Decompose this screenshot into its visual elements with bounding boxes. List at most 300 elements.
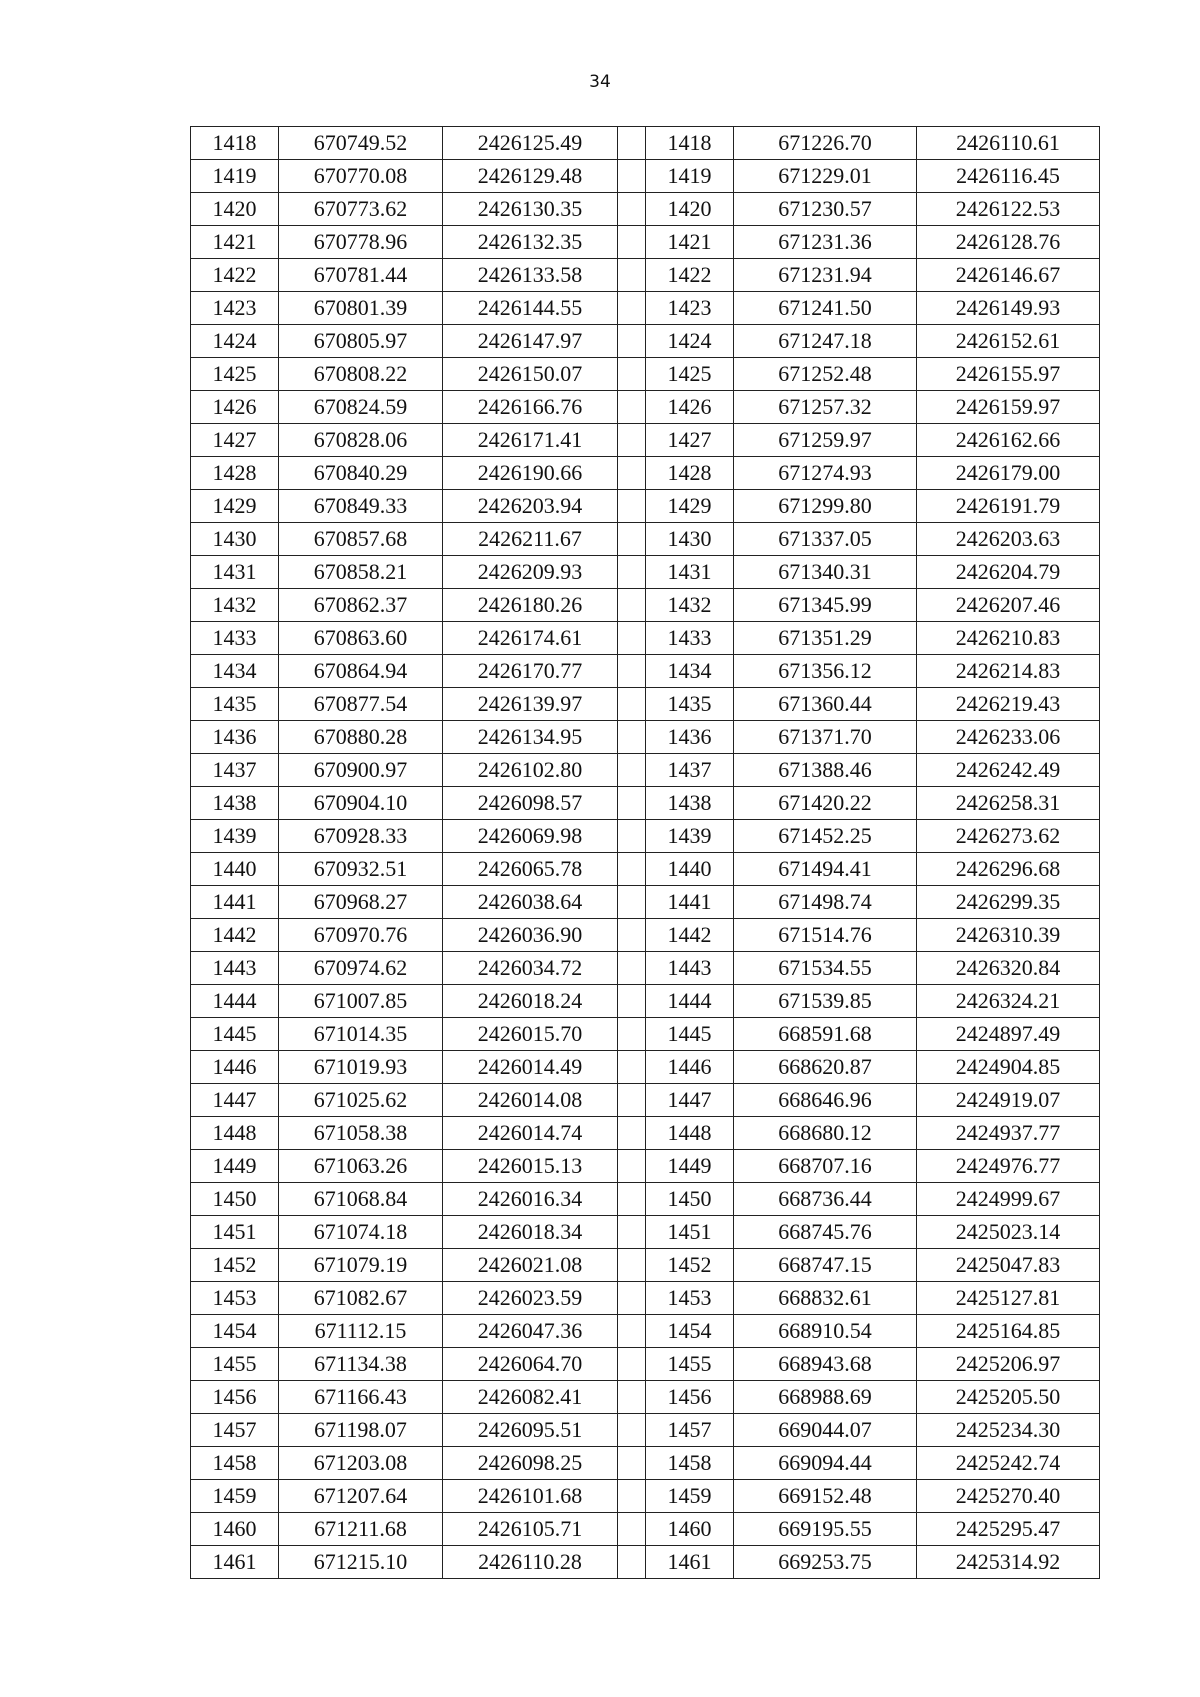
left-x-coordinate: 670770.08 <box>279 160 443 193</box>
right-point-number: 1434 <box>646 655 734 688</box>
table-row <box>191 1513 1100 1546</box>
table-row <box>191 1282 1100 1315</box>
page-number: 34 <box>589 72 611 92</box>
right-x-coordinate: 668832.61 <box>734 1282 917 1315</box>
table-row <box>191 1117 1100 1150</box>
right-x-coordinate: 668620.87 <box>734 1051 917 1084</box>
table-row <box>191 160 1100 193</box>
empty-separator-cell <box>618 358 646 391</box>
left-y-coordinate: 2426110.28 <box>443 1546 618 1579</box>
table-row <box>191 886 1100 919</box>
left-x-coordinate: 670862.37 <box>279 589 443 622</box>
left-y-coordinate: 2426139.97 <box>443 688 618 721</box>
right-y-coordinate: 2426296.68 <box>917 853 1100 886</box>
table-row <box>191 622 1100 655</box>
left-y-coordinate: 2426133.58 <box>443 259 618 292</box>
empty-separator-cell <box>618 523 646 556</box>
left-point-number: 1426 <box>191 391 279 424</box>
table-row <box>191 1084 1100 1117</box>
empty-separator-cell <box>618 1282 646 1315</box>
right-point-number: 1457 <box>646 1414 734 1447</box>
table-row <box>191 655 1100 688</box>
left-x-coordinate: 671079.19 <box>279 1249 443 1282</box>
left-point-number: 1457 <box>191 1414 279 1447</box>
left-x-coordinate: 671166.43 <box>279 1381 443 1414</box>
left-y-coordinate: 2426018.34 <box>443 1216 618 1249</box>
left-point-number: 1460 <box>191 1513 279 1546</box>
left-point-number: 1455 <box>191 1348 279 1381</box>
right-y-coordinate: 2425205.50 <box>917 1381 1100 1414</box>
right-y-coordinate: 2426116.45 <box>917 160 1100 193</box>
right-x-coordinate: 668707.16 <box>734 1150 917 1183</box>
right-y-coordinate: 2424904.85 <box>917 1051 1100 1084</box>
left-x-coordinate: 671074.18 <box>279 1216 443 1249</box>
empty-separator-cell <box>618 1414 646 1447</box>
right-x-coordinate: 668988.69 <box>734 1381 917 1414</box>
table-row <box>191 952 1100 985</box>
table-row <box>191 787 1100 820</box>
left-x-coordinate: 670880.28 <box>279 721 443 754</box>
table-row <box>191 1018 1100 1051</box>
left-x-coordinate: 670864.94 <box>279 655 443 688</box>
empty-separator-cell <box>618 1348 646 1381</box>
right-point-number: 1449 <box>646 1150 734 1183</box>
left-y-coordinate: 2426102.80 <box>443 754 618 787</box>
left-y-coordinate: 2426174.61 <box>443 622 618 655</box>
right-x-coordinate: 671534.55 <box>734 952 917 985</box>
left-point-number: 1424 <box>191 325 279 358</box>
right-point-number: 1448 <box>646 1117 734 1150</box>
right-y-coordinate: 2426258.31 <box>917 787 1100 820</box>
table-row <box>191 688 1100 721</box>
empty-separator-cell <box>618 1315 646 1348</box>
left-point-number: 1435 <box>191 688 279 721</box>
right-point-number: 1432 <box>646 589 734 622</box>
right-point-number: 1447 <box>646 1084 734 1117</box>
right-y-coordinate: 2426299.35 <box>917 886 1100 919</box>
empty-separator-cell <box>618 1480 646 1513</box>
right-point-number: 1456 <box>646 1381 734 1414</box>
left-y-coordinate: 2426047.36 <box>443 1315 618 1348</box>
table-row <box>191 1414 1100 1447</box>
left-x-coordinate: 670749.52 <box>279 127 443 160</box>
right-y-coordinate: 2426203.63 <box>917 523 1100 556</box>
table-row <box>191 457 1100 490</box>
empty-separator-cell <box>618 886 646 919</box>
table-row <box>191 1480 1100 1513</box>
left-x-coordinate: 670781.44 <box>279 259 443 292</box>
table-row <box>191 1150 1100 1183</box>
table-row <box>191 919 1100 952</box>
left-y-coordinate: 2426190.66 <box>443 457 618 490</box>
left-x-coordinate: 671207.64 <box>279 1480 443 1513</box>
right-x-coordinate: 671345.99 <box>734 589 917 622</box>
left-point-number: 1429 <box>191 490 279 523</box>
right-point-number: 1425 <box>646 358 734 391</box>
right-y-coordinate: 2424976.77 <box>917 1150 1100 1183</box>
left-x-coordinate: 670900.97 <box>279 754 443 787</box>
right-x-coordinate: 668680.12 <box>734 1117 917 1150</box>
right-x-coordinate: 671247.18 <box>734 325 917 358</box>
right-y-coordinate: 2426128.76 <box>917 226 1100 259</box>
table-row <box>191 1315 1100 1348</box>
right-x-coordinate: 669152.48 <box>734 1480 917 1513</box>
right-x-coordinate: 671229.01 <box>734 160 917 193</box>
right-y-coordinate: 2425206.97 <box>917 1348 1100 1381</box>
left-y-coordinate: 2426014.74 <box>443 1117 618 1150</box>
left-point-number: 1420 <box>191 193 279 226</box>
right-y-coordinate: 2424897.49 <box>917 1018 1100 1051</box>
table-row <box>191 193 1100 226</box>
empty-separator-cell <box>618 424 646 457</box>
left-y-coordinate: 2426015.70 <box>443 1018 618 1051</box>
right-x-coordinate: 668747.15 <box>734 1249 917 1282</box>
right-y-coordinate: 2425295.47 <box>917 1513 1100 1546</box>
left-y-coordinate: 2426014.08 <box>443 1084 618 1117</box>
right-point-number: 1419 <box>646 160 734 193</box>
right-x-coordinate: 671539.85 <box>734 985 917 1018</box>
left-x-coordinate: 670974.62 <box>279 952 443 985</box>
empty-separator-cell <box>618 820 646 853</box>
left-x-coordinate: 670904.10 <box>279 787 443 820</box>
right-y-coordinate: 2426219.43 <box>917 688 1100 721</box>
right-y-coordinate: 2426204.79 <box>917 556 1100 589</box>
left-y-coordinate: 2426069.98 <box>443 820 618 853</box>
right-y-coordinate: 2426233.06 <box>917 721 1100 754</box>
left-y-coordinate: 2426082.41 <box>443 1381 618 1414</box>
right-y-coordinate: 2424919.07 <box>917 1084 1100 1117</box>
empty-separator-cell <box>618 1150 646 1183</box>
left-y-coordinate: 2426101.68 <box>443 1480 618 1513</box>
right-y-coordinate: 2426191.79 <box>917 490 1100 523</box>
right-point-number: 1421 <box>646 226 734 259</box>
right-x-coordinate: 671337.05 <box>734 523 917 556</box>
left-y-coordinate: 2426065.78 <box>443 853 618 886</box>
left-x-coordinate: 670858.21 <box>279 556 443 589</box>
left-y-coordinate: 2426015.13 <box>443 1150 618 1183</box>
right-x-coordinate: 671226.70 <box>734 127 917 160</box>
right-y-coordinate: 2426146.67 <box>917 259 1100 292</box>
left-y-coordinate: 2426098.25 <box>443 1447 618 1480</box>
right-point-number: 1442 <box>646 919 734 952</box>
right-point-number: 1422 <box>646 259 734 292</box>
empty-separator-cell <box>618 457 646 490</box>
right-y-coordinate: 2426122.53 <box>917 193 1100 226</box>
table-row <box>191 1381 1100 1414</box>
left-point-number: 1456 <box>191 1381 279 1414</box>
right-y-coordinate: 2426273.62 <box>917 820 1100 853</box>
left-y-coordinate: 2426014.49 <box>443 1051 618 1084</box>
left-point-number: 1440 <box>191 853 279 886</box>
right-x-coordinate: 671252.48 <box>734 358 917 391</box>
left-point-number: 1443 <box>191 952 279 985</box>
left-point-number: 1418 <box>191 127 279 160</box>
empty-separator-cell <box>618 259 646 292</box>
right-y-coordinate: 2425242.74 <box>917 1447 1100 1480</box>
right-point-number: 1427 <box>646 424 734 457</box>
left-point-number: 1428 <box>191 457 279 490</box>
left-point-number: 1442 <box>191 919 279 952</box>
left-point-number: 1427 <box>191 424 279 457</box>
right-point-number: 1443 <box>646 952 734 985</box>
empty-separator-cell <box>618 1084 646 1117</box>
left-x-coordinate: 671063.26 <box>279 1150 443 1183</box>
empty-separator-cell <box>618 1513 646 1546</box>
empty-separator-cell <box>618 787 646 820</box>
right-x-coordinate: 669044.07 <box>734 1414 917 1447</box>
left-point-number: 1421 <box>191 226 279 259</box>
right-point-number: 1455 <box>646 1348 734 1381</box>
right-point-number: 1423 <box>646 292 734 325</box>
left-x-coordinate: 670970.76 <box>279 919 443 952</box>
right-point-number: 1431 <box>646 556 734 589</box>
left-y-coordinate: 2426132.35 <box>443 226 618 259</box>
right-x-coordinate: 671259.97 <box>734 424 917 457</box>
right-point-number: 1459 <box>646 1480 734 1513</box>
right-point-number: 1428 <box>646 457 734 490</box>
empty-separator-cell <box>618 919 646 952</box>
table-row <box>191 589 1100 622</box>
left-point-number: 1446 <box>191 1051 279 1084</box>
left-y-coordinate: 2426095.51 <box>443 1414 618 1447</box>
right-x-coordinate: 668745.76 <box>734 1216 917 1249</box>
empty-separator-cell <box>618 1381 646 1414</box>
right-point-number: 1418 <box>646 127 734 160</box>
empty-separator-cell <box>618 1183 646 1216</box>
left-point-number: 1441 <box>191 886 279 919</box>
empty-separator-cell <box>618 985 646 1018</box>
left-y-coordinate: 2426021.08 <box>443 1249 618 1282</box>
left-point-number: 1419 <box>191 160 279 193</box>
left-point-number: 1451 <box>191 1216 279 1249</box>
right-y-coordinate: 2425023.14 <box>917 1216 1100 1249</box>
table-row <box>191 853 1100 886</box>
left-x-coordinate: 670877.54 <box>279 688 443 721</box>
right-y-coordinate: 2425127.81 <box>917 1282 1100 1315</box>
empty-separator-cell <box>618 721 646 754</box>
empty-separator-cell <box>618 292 646 325</box>
left-y-coordinate: 2426209.93 <box>443 556 618 589</box>
table-row <box>191 1546 1100 1579</box>
right-point-number: 1460 <box>646 1513 734 1546</box>
left-y-coordinate: 2426203.94 <box>443 490 618 523</box>
left-x-coordinate: 671211.68 <box>279 1513 443 1546</box>
right-x-coordinate: 671356.12 <box>734 655 917 688</box>
left-point-number: 1458 <box>191 1447 279 1480</box>
right-y-coordinate: 2424937.77 <box>917 1117 1100 1150</box>
table-row <box>191 1183 1100 1216</box>
left-point-number: 1438 <box>191 787 279 820</box>
right-x-coordinate: 671514.76 <box>734 919 917 952</box>
empty-separator-cell <box>618 952 646 985</box>
empty-separator-cell <box>618 688 646 721</box>
right-x-coordinate: 671420.22 <box>734 787 917 820</box>
left-x-coordinate: 670808.22 <box>279 358 443 391</box>
right-x-coordinate: 671494.41 <box>734 853 917 886</box>
right-point-number: 1450 <box>646 1183 734 1216</box>
left-y-coordinate: 2426180.26 <box>443 589 618 622</box>
right-point-number: 1440 <box>646 853 734 886</box>
right-point-number: 1430 <box>646 523 734 556</box>
right-x-coordinate: 671360.44 <box>734 688 917 721</box>
table-row <box>191 985 1100 1018</box>
right-y-coordinate: 2425314.92 <box>917 1546 1100 1579</box>
left-y-coordinate: 2426023.59 <box>443 1282 618 1315</box>
coordinates-table-body <box>191 127 1100 1579</box>
right-x-coordinate: 671371.70 <box>734 721 917 754</box>
right-x-coordinate: 671231.36 <box>734 226 917 259</box>
left-point-number: 1448 <box>191 1117 279 1150</box>
right-point-number: 1452 <box>646 1249 734 1282</box>
table-row <box>191 523 1100 556</box>
right-y-coordinate: 2425164.85 <box>917 1315 1100 1348</box>
table-row <box>191 1447 1100 1480</box>
right-x-coordinate: 668910.54 <box>734 1315 917 1348</box>
right-x-coordinate: 671299.80 <box>734 490 917 523</box>
table-row <box>191 424 1100 457</box>
empty-separator-cell <box>618 325 646 358</box>
left-y-coordinate: 2426130.35 <box>443 193 618 226</box>
right-y-coordinate: 2426214.83 <box>917 655 1100 688</box>
table-row <box>191 325 1100 358</box>
empty-separator-cell <box>618 160 646 193</box>
left-x-coordinate: 670863.60 <box>279 622 443 655</box>
left-y-coordinate: 2426150.07 <box>443 358 618 391</box>
left-y-coordinate: 2426211.67 <box>443 523 618 556</box>
right-x-coordinate: 671230.57 <box>734 193 917 226</box>
table-row <box>191 721 1100 754</box>
empty-separator-cell <box>618 490 646 523</box>
right-y-coordinate: 2426179.00 <box>917 457 1100 490</box>
left-point-number: 1425 <box>191 358 279 391</box>
left-y-coordinate: 2426064.70 <box>443 1348 618 1381</box>
table-row <box>191 1051 1100 1084</box>
left-x-coordinate: 671134.38 <box>279 1348 443 1381</box>
right-x-coordinate: 671498.74 <box>734 886 917 919</box>
right-y-coordinate: 2426210.83 <box>917 622 1100 655</box>
right-y-coordinate: 2426310.39 <box>917 919 1100 952</box>
left-point-number: 1444 <box>191 985 279 1018</box>
left-point-number: 1436 <box>191 721 279 754</box>
right-y-coordinate: 2426155.97 <box>917 358 1100 391</box>
left-point-number: 1445 <box>191 1018 279 1051</box>
empty-separator-cell <box>618 193 646 226</box>
left-x-coordinate: 671198.07 <box>279 1414 443 1447</box>
right-x-coordinate: 669094.44 <box>734 1447 917 1480</box>
table-row <box>191 292 1100 325</box>
left-point-number: 1461 <box>191 1546 279 1579</box>
left-point-number: 1423 <box>191 292 279 325</box>
right-point-number: 1451 <box>646 1216 734 1249</box>
right-point-number: 1439 <box>646 820 734 853</box>
empty-separator-cell <box>618 1018 646 1051</box>
empty-separator-cell <box>618 1117 646 1150</box>
right-point-number: 1436 <box>646 721 734 754</box>
empty-separator-cell <box>618 754 646 787</box>
empty-separator-cell <box>618 1249 646 1282</box>
left-x-coordinate: 670840.29 <box>279 457 443 490</box>
empty-separator-cell <box>618 391 646 424</box>
left-y-coordinate: 2426105.71 <box>443 1513 618 1546</box>
left-x-coordinate: 671058.38 <box>279 1117 443 1150</box>
table-row <box>191 556 1100 589</box>
right-point-number: 1424 <box>646 325 734 358</box>
empty-separator-cell <box>618 556 646 589</box>
empty-separator-cell <box>618 622 646 655</box>
table-row <box>191 1348 1100 1381</box>
left-point-number: 1430 <box>191 523 279 556</box>
right-x-coordinate: 671340.31 <box>734 556 917 589</box>
table-row <box>191 259 1100 292</box>
table-row <box>191 127 1100 160</box>
right-y-coordinate: 2425270.40 <box>917 1480 1100 1513</box>
left-y-coordinate: 2426038.64 <box>443 886 618 919</box>
left-x-coordinate: 670778.96 <box>279 226 443 259</box>
left-point-number: 1453 <box>191 1282 279 1315</box>
right-point-number: 1441 <box>646 886 734 919</box>
right-point-number: 1420 <box>646 193 734 226</box>
table-row <box>191 1249 1100 1282</box>
left-point-number: 1447 <box>191 1084 279 1117</box>
right-x-coordinate: 671257.32 <box>734 391 917 424</box>
left-x-coordinate: 671215.10 <box>279 1546 443 1579</box>
right-point-number: 1454 <box>646 1315 734 1348</box>
left-point-number: 1439 <box>191 820 279 853</box>
left-point-number: 1450 <box>191 1183 279 1216</box>
left-x-coordinate: 671112.15 <box>279 1315 443 1348</box>
left-y-coordinate: 2426036.90 <box>443 919 618 952</box>
right-x-coordinate: 671351.29 <box>734 622 917 655</box>
left-point-number: 1454 <box>191 1315 279 1348</box>
left-y-coordinate: 2426171.41 <box>443 424 618 457</box>
left-y-coordinate: 2426134.95 <box>443 721 618 754</box>
right-point-number: 1437 <box>646 754 734 787</box>
right-x-coordinate: 671452.25 <box>734 820 917 853</box>
left-x-coordinate: 671082.67 <box>279 1282 443 1315</box>
left-point-number: 1434 <box>191 655 279 688</box>
left-x-coordinate: 671014.35 <box>279 1018 443 1051</box>
right-x-coordinate: 671241.50 <box>734 292 917 325</box>
left-x-coordinate: 671068.84 <box>279 1183 443 1216</box>
table-row <box>191 1216 1100 1249</box>
right-point-number: 1458 <box>646 1447 734 1480</box>
right-y-coordinate: 2426159.97 <box>917 391 1100 424</box>
left-x-coordinate: 671025.62 <box>279 1084 443 1117</box>
left-x-coordinate: 670857.68 <box>279 523 443 556</box>
left-point-number: 1422 <box>191 259 279 292</box>
table-row <box>191 226 1100 259</box>
left-x-coordinate: 670849.33 <box>279 490 443 523</box>
right-point-number: 1438 <box>646 787 734 820</box>
empty-separator-cell <box>618 127 646 160</box>
empty-separator-cell <box>618 1051 646 1084</box>
right-y-coordinate: 2426162.66 <box>917 424 1100 457</box>
left-y-coordinate: 2426034.72 <box>443 952 618 985</box>
right-point-number: 1435 <box>646 688 734 721</box>
left-y-coordinate: 2426125.49 <box>443 127 618 160</box>
left-y-coordinate: 2426098.57 <box>443 787 618 820</box>
right-x-coordinate: 668943.68 <box>734 1348 917 1381</box>
left-x-coordinate: 671007.85 <box>279 985 443 1018</box>
left-point-number: 1452 <box>191 1249 279 1282</box>
right-y-coordinate: 2425047.83 <box>917 1249 1100 1282</box>
left-point-number: 1433 <box>191 622 279 655</box>
right-y-coordinate: 2426149.93 <box>917 292 1100 325</box>
left-x-coordinate: 670824.59 <box>279 391 443 424</box>
left-y-coordinate: 2426147.97 <box>443 325 618 358</box>
left-point-number: 1431 <box>191 556 279 589</box>
right-x-coordinate: 668591.68 <box>734 1018 917 1051</box>
